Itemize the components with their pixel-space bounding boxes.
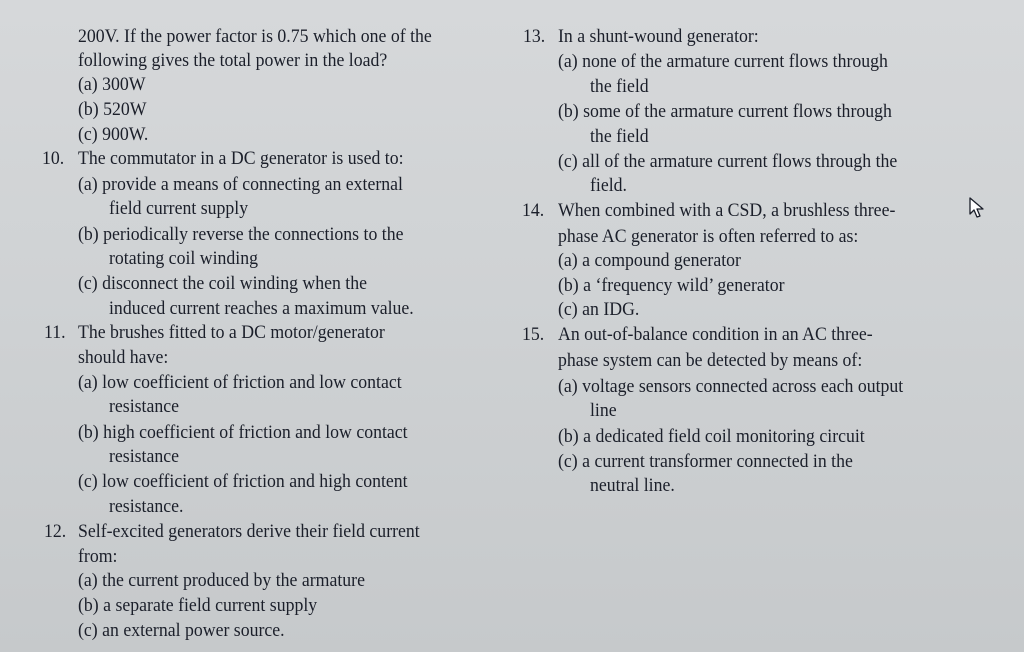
question-15-option-a-cont: line [590, 401, 617, 421]
question-11-option-b-cont: resistance [109, 447, 180, 467]
question-9-option-a: (a) 300W [78, 75, 146, 95]
question-10-option-b: (b) periodically reverse the connections to the [78, 225, 404, 245]
question-15-option-b: (b) a dedicated field coil monitoring circuit [558, 427, 865, 447]
question-10-option-c-cont: induced current reaches a maximum value. [109, 299, 414, 319]
question-9-option-c: (c) 900W. [78, 125, 149, 145]
question-10-option-a-cont: field current supply [109, 199, 249, 219]
question-14-option-a: (a) a compound generator [558, 251, 741, 271]
question-13-option-b-cont: the field [590, 127, 649, 147]
question-10-stem: The commutator in a DC generator is used to: [78, 149, 404, 169]
question-12-option-a: (a) the current produced by the armature [78, 571, 365, 591]
question-9-option-b: (b) 520W [78, 100, 147, 120]
question-14-option-b: (b) a ‘frequency wild’ generator [558, 276, 785, 296]
question-15-stem-cont: phase system can be detected by means of: [558, 351, 863, 371]
question-10-number: 10. [42, 149, 65, 169]
question-11-option-b: (b) high coefficient of friction and low contact [78, 423, 408, 443]
question-11-option-a: (a) low coefficient of friction and low contact [78, 373, 402, 393]
question-15-option-c: (c) a current transformer connected in the [558, 452, 853, 472]
question-11-option-c: (c) low coefficient of friction and high content [78, 472, 408, 492]
mouse-pointer-icon [968, 197, 988, 219]
question-14-stem-cont: phase AC generator is often referred to as: [558, 227, 859, 247]
question-11-stem-cont: should have: [78, 348, 169, 368]
question-13-number: 13. [523, 27, 546, 47]
question-13-option-a: (a) none of the armature current flows through [558, 52, 888, 72]
question-13-option-a-cont: the field [590, 77, 649, 97]
question-13-option-c: (c) all of the armature current flows through the [558, 152, 898, 172]
question-10-option-c: (c) disconnect the coil winding when the [78, 274, 368, 294]
question-11-number: 11. [44, 323, 66, 343]
question-12-option-b: (b) a separate field current supply [78, 596, 318, 616]
question-12-option-c: (c) an external power source. [78, 621, 285, 641]
question-13-stem: In a shunt-wound generator: [558, 27, 759, 47]
question-14-option-c: (c) an IDG. [558, 300, 640, 320]
question-14-number: 14. [522, 201, 545, 221]
question-13-option-b: (b) some of the armature current flows through [558, 102, 892, 122]
question-15-stem: An out-of-balance condition in an AC three- [558, 325, 873, 345]
question-9-stem-line-1: 200V. If the power factor is 0.75 which one of the [78, 27, 432, 47]
question-15-number: 15. [522, 325, 545, 345]
question-15-option-c-cont: neutral line. [590, 476, 675, 496]
question-9-stem-line-2: following gives the total power in the load? [78, 51, 388, 71]
question-14-stem: When combined with a CSD, a brushless three- [558, 201, 896, 221]
question-10-option-a: (a) provide a means of connecting an external [78, 175, 403, 195]
question-11-option-a-cont: resistance [109, 397, 180, 417]
question-13-option-c-cont: field. [590, 176, 627, 196]
question-15-option-a: (a) voltage sensors connected across each output [558, 377, 904, 397]
question-11-stem: The brushes fitted to a DC motor/generator [78, 323, 385, 343]
question-12-stem: Self-excited generators derive their field current [78, 522, 420, 542]
question-11-option-c-cont: resistance. [109, 497, 184, 517]
question-12-stem-cont: from: [78, 547, 118, 567]
question-10-option-b-cont: rotating coil winding [109, 249, 258, 269]
question-12-number: 12. [44, 522, 67, 542]
